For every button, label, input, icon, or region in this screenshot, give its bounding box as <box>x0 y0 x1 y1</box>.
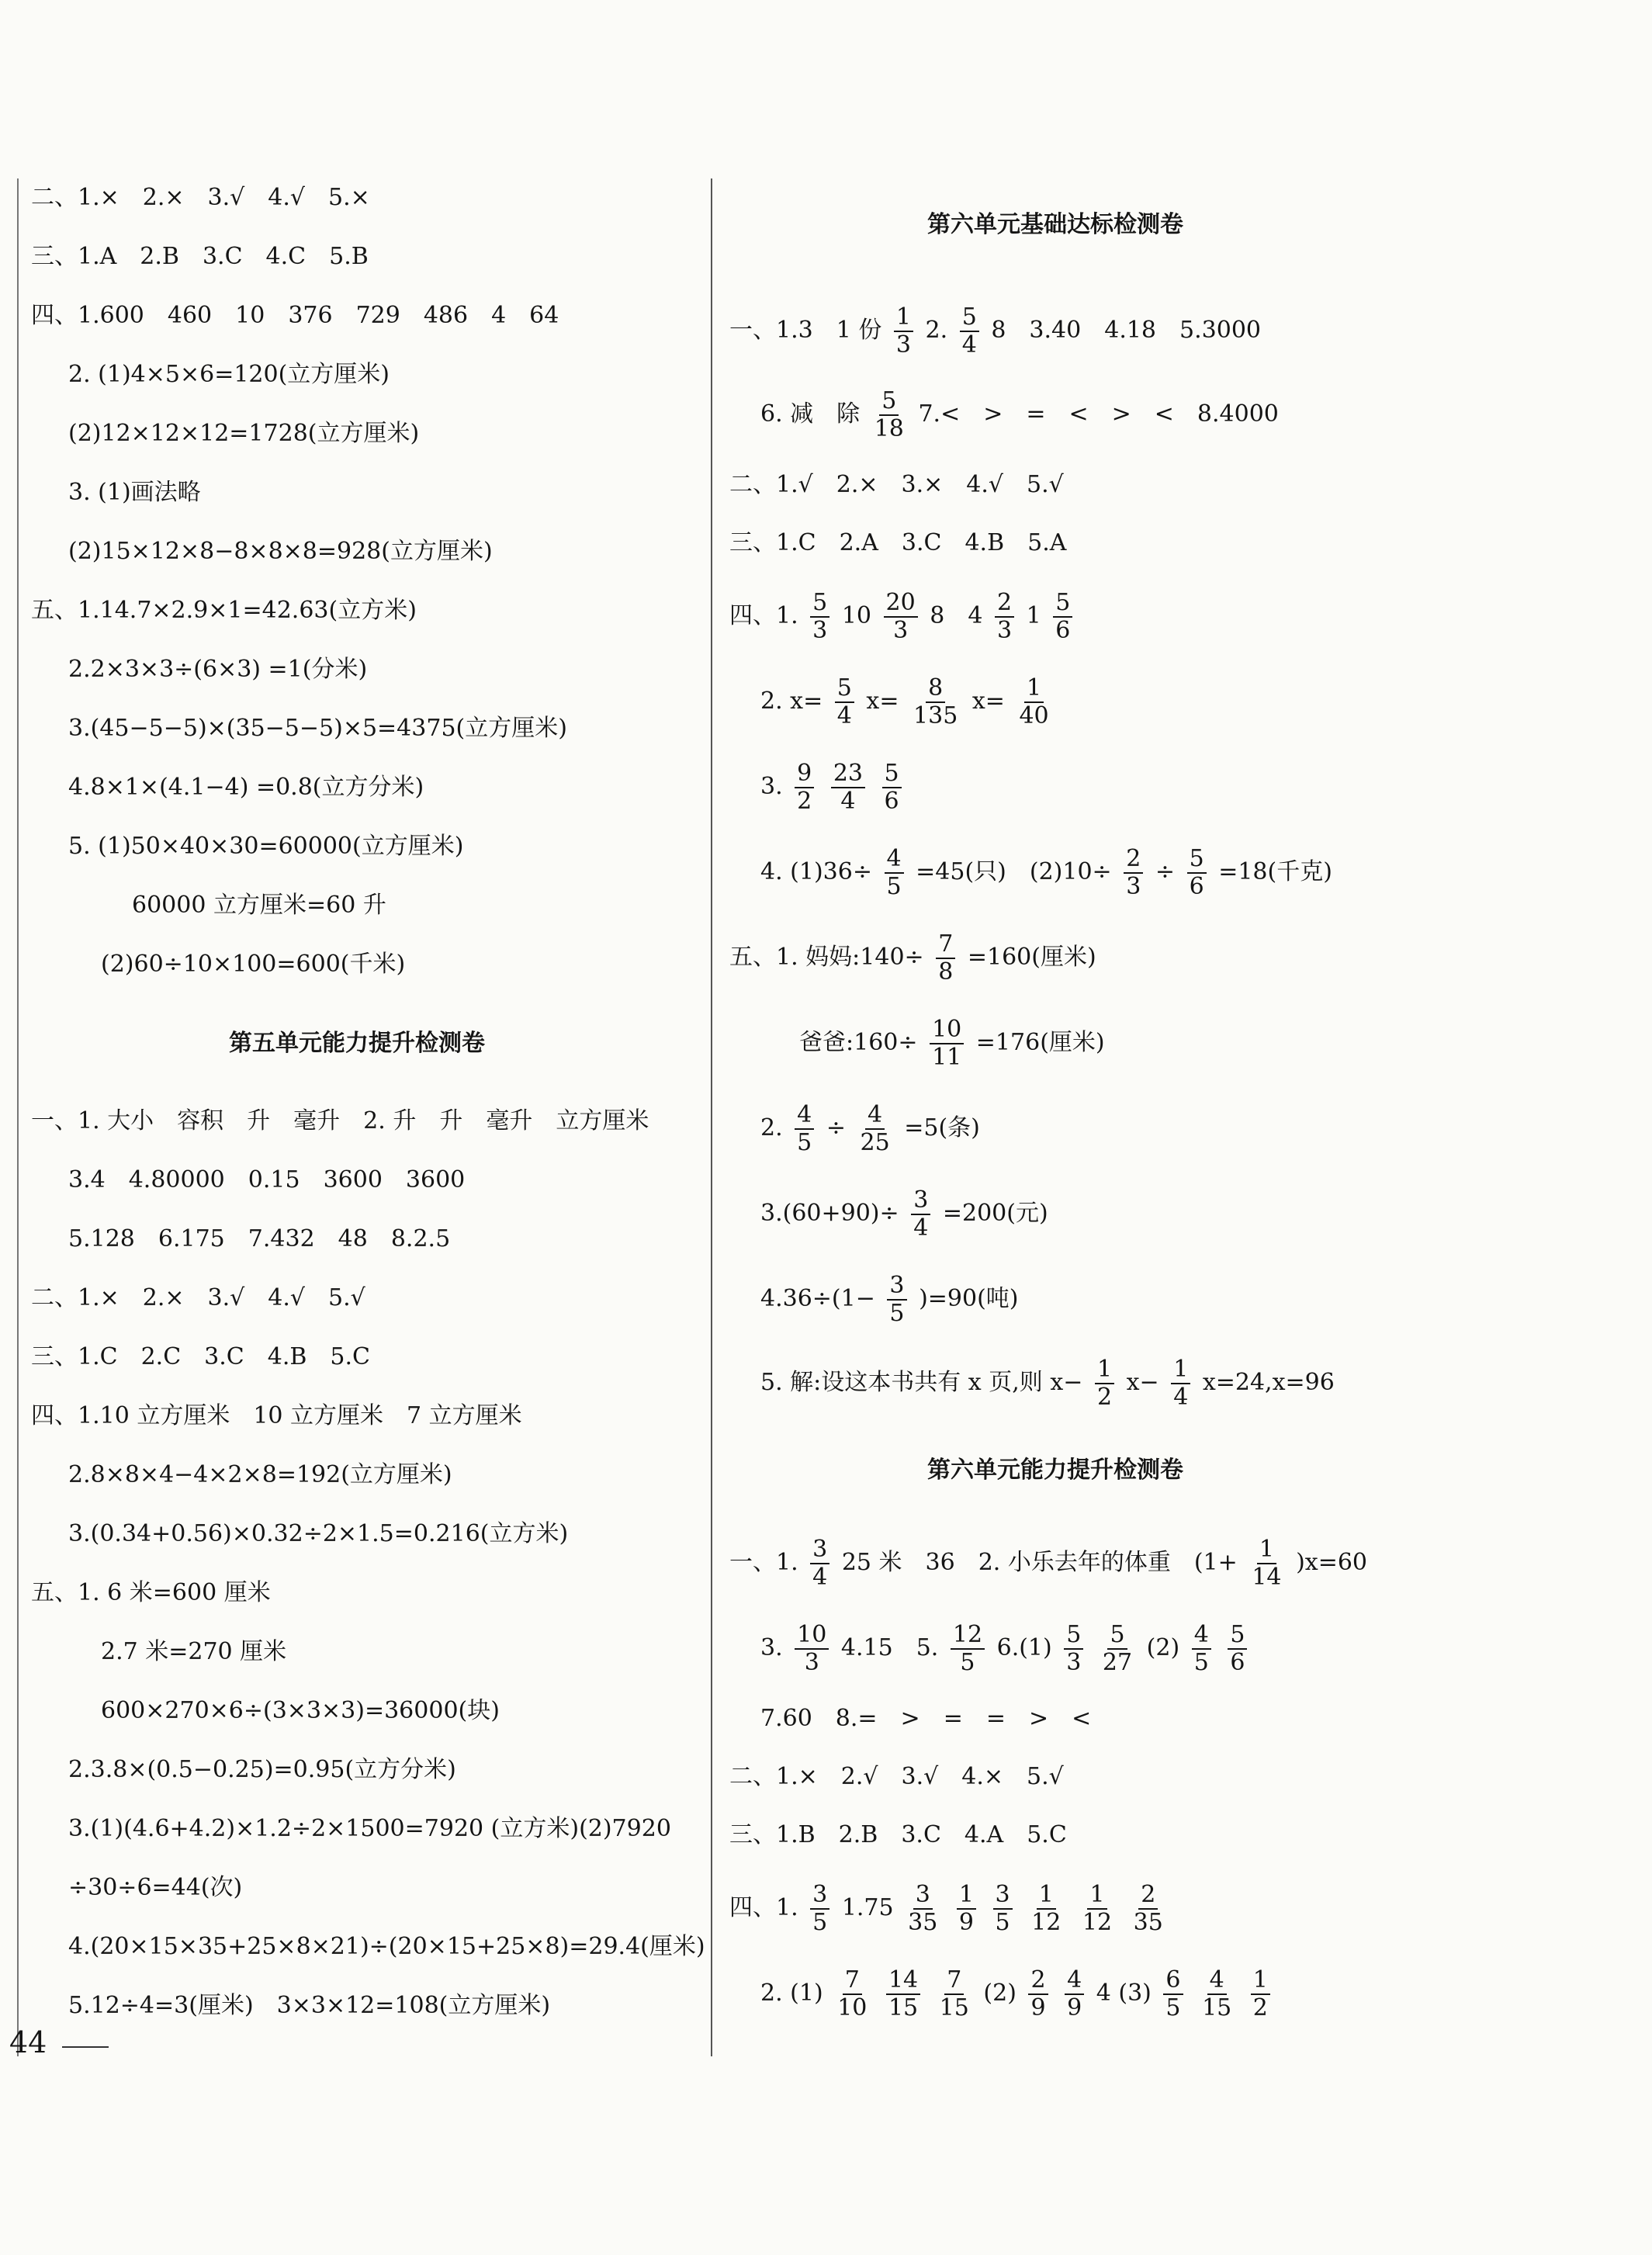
denominator: 3 <box>1126 873 1141 900</box>
text: 7.< > = < > < 8.4000 <box>918 400 1279 428</box>
fraction <box>795 1622 829 1676</box>
fraction <box>1053 590 1072 644</box>
fraction <box>1029 1882 1063 1936</box>
numerator: 8 <box>926 675 945 703</box>
numerator: 1 <box>957 1882 976 1910</box>
denominator: 15 <box>1202 1994 1232 2021</box>
fraction <box>1192 1622 1211 1676</box>
fraction <box>1171 1356 1190 1411</box>
numerator: 5 <box>1228 1622 1247 1650</box>
denominator: 4 <box>1173 1384 1189 1411</box>
answer-line: 2.7 米=270 厘米 <box>101 1638 287 1665</box>
numerator: 7 <box>843 1967 862 1995</box>
answer-line <box>760 1273 1019 1327</box>
fraction <box>1100 1622 1134 1676</box>
answer-line: 3. (1)画法略 <box>68 479 201 506</box>
text: 四、1. <box>729 602 798 629</box>
text: (2) <box>983 1980 1016 2007</box>
text: )x=60 <box>1296 1549 1368 1576</box>
fraction <box>1228 1622 1247 1676</box>
answer-line: 600×270×6÷(3×3×3)=36000(块) <box>101 1697 500 1724</box>
denominator: 6 <box>1055 617 1071 644</box>
answer-line <box>729 1536 1367 1591</box>
denominator: 27 <box>1102 1649 1133 1676</box>
page-number: 44 <box>9 2025 47 2059</box>
numerator: 23 <box>831 760 865 788</box>
fraction <box>858 1102 892 1156</box>
fraction <box>1249 1536 1283 1591</box>
denominator: 5 <box>812 1909 828 1936</box>
fraction <box>886 1967 920 2021</box>
denominator: 135 <box>913 702 958 729</box>
denominator: 11 <box>932 1044 962 1071</box>
fraction <box>957 1882 976 1936</box>
text: 6.(1) <box>996 1634 1052 1661</box>
text: 2. <box>925 317 948 344</box>
numerator: 5 <box>1064 1622 1083 1650</box>
answer-line: 五、1. 6 米=600 厘米 <box>31 1579 271 1606</box>
numerator: 7 <box>944 1967 964 1995</box>
answer-line: 3.4 4.80000 0.15 3600 3600 <box>68 1166 466 1193</box>
answer-line: 三、1.A 2.B 3.C 4.C 5.B <box>31 243 369 270</box>
section-heading: 第六单元基础达标检测卷 <box>927 211 1183 238</box>
fraction <box>930 1017 964 1071</box>
answer-line <box>729 1882 1170 1936</box>
numerator: 1 <box>1087 1882 1107 1910</box>
denominator: 5 <box>797 1129 812 1156</box>
denominator: 6 <box>884 788 899 815</box>
numerator: 10 <box>930 1017 964 1044</box>
fraction <box>960 304 979 359</box>
fraction <box>937 1967 971 2021</box>
text: 25 米 36 2. 小乐去年的体重 (1+ <box>841 1549 1238 1576</box>
answer-line <box>729 590 1077 644</box>
numerator: 2 <box>995 590 1014 618</box>
fraction <box>1187 846 1207 900</box>
answer-line <box>729 304 1261 359</box>
numerator: 2 <box>1124 846 1143 874</box>
denominator: 8 <box>938 958 954 985</box>
denominator: 5 <box>889 1300 905 1327</box>
fraction <box>1028 1967 1048 2021</box>
denominator: 12 <box>1082 1909 1113 1936</box>
text: 1.75 <box>841 1894 894 1921</box>
fraction <box>911 1187 930 1242</box>
section-heading: 第六单元能力提升检测卷 <box>927 1457 1183 1484</box>
fraction <box>951 1622 985 1676</box>
answer-line <box>760 1102 980 1156</box>
answer-line: 五、1.14.7×2.9×1=42.63(立方米) <box>31 597 417 624</box>
denominator: 2 <box>1252 1994 1268 2021</box>
numerator: 1 <box>1257 1536 1276 1564</box>
denominator: 4 <box>812 1564 828 1591</box>
numerator: 5 <box>835 675 854 703</box>
numerator: 4 <box>865 1102 885 1130</box>
denominator: 4 <box>961 331 977 359</box>
text: 五、1. 妈妈:140÷ <box>729 944 924 971</box>
denominator: 4 <box>836 702 852 729</box>
denominator: 25 <box>860 1129 890 1156</box>
denominator: 3 <box>997 617 1013 644</box>
numerator: 4 <box>1065 1967 1084 1995</box>
fraction <box>795 1102 814 1156</box>
numerator: 4 <box>795 1102 814 1130</box>
denominator: 40 <box>1019 702 1049 729</box>
text: 四、1. <box>729 1894 798 1921</box>
text: (3) <box>1118 1980 1152 2007</box>
fraction <box>1065 1967 1084 2021</box>
fraction <box>885 846 904 900</box>
fraction <box>872 388 906 442</box>
fraction <box>1251 1967 1270 2021</box>
denominator: 3 <box>895 331 911 359</box>
denominator: 35 <box>1133 1909 1163 1936</box>
text: =45(只) (2)10÷ <box>916 858 1112 885</box>
answer-line: 三、1.C 2.A 3.C 4.B 5.A <box>729 529 1067 556</box>
answer-line <box>760 1622 1252 1676</box>
answer-line: 二、1.× 2.× 3.√ 4.√ 5.√ <box>31 1284 365 1311</box>
answer-line: 2.3.8×(0.5−0.25)=0.95(立方分米) <box>68 1756 456 1783</box>
numerator: 1 <box>1095 1356 1114 1384</box>
denominator: 18 <box>874 415 904 442</box>
numerator: 2 <box>1028 1967 1048 1995</box>
fraction <box>835 1967 869 2021</box>
text: 爸爸:160÷ <box>799 1029 918 1056</box>
denominator: 9 <box>958 1909 974 1936</box>
numerator: 4 <box>1192 1622 1211 1650</box>
fraction <box>810 590 829 644</box>
answer-line: ÷30÷6=44(次) <box>68 1874 243 1901</box>
text: 4.36÷(1− <box>760 1285 875 1312</box>
numerator: 10 <box>795 1622 829 1650</box>
answer-line: 3.(0.34+0.56)×0.32÷2×1.5=0.216(立方米) <box>68 1520 569 1547</box>
numerator: 5 <box>1053 590 1072 618</box>
answer-line: 2.8×8×4−4×2×8=192(立方厘米) <box>68 1461 452 1488</box>
text: x=24,x=96 <box>1202 1369 1335 1396</box>
answer-line: 三、1.B 2.B 3.C 4.A 5.C <box>729 1821 1067 1848</box>
answer-line: 2.2×3×3÷(6×3) =1(分米) <box>68 656 368 683</box>
numerator: 1 <box>1171 1356 1190 1384</box>
answer-line: 四、1.600 460 10 376 729 486 4 64 <box>31 302 559 329</box>
text: 1 <box>1026 602 1041 629</box>
text: ÷ <box>826 1114 846 1141</box>
denominator: 14 <box>1252 1564 1282 1591</box>
numerator: 3 <box>810 1882 829 1910</box>
denominator: 3 <box>812 617 828 644</box>
text: 8 4 <box>930 602 983 629</box>
fraction <box>911 675 960 729</box>
text: 6. 减 除 <box>760 400 861 428</box>
text: 10 <box>841 602 871 629</box>
numerator: 5 <box>960 304 979 332</box>
fraction <box>1131 1882 1165 1936</box>
answer-line: 二、1.√ 2.× 3.× 4.√ 5.√ <box>729 471 1064 498</box>
denominator: 15 <box>939 1994 969 2021</box>
text: 2. x= <box>760 688 823 715</box>
denominator: 3 <box>893 617 909 644</box>
answer-line <box>799 1017 1105 1071</box>
text: (2) <box>1146 1634 1180 1661</box>
denominator: 5 <box>1165 1994 1181 2021</box>
numerator: 5 <box>882 760 902 788</box>
answer-line: (2)60÷10×100=600(千米) <box>101 951 406 978</box>
fraction <box>1095 1356 1114 1411</box>
fraction <box>1200 1967 1234 2021</box>
fraction <box>1124 846 1143 900</box>
fraction <box>884 590 918 644</box>
answer-line: 二、1.× 2.× 3.√ 4.√ 5.× <box>31 184 370 211</box>
numerator: 7 <box>936 931 955 959</box>
text: x= <box>971 688 1005 715</box>
denominator: 9 <box>1067 1994 1082 2021</box>
answer-line: 三、1.C 2.C 3.C 4.B 5.C <box>31 1343 370 1370</box>
denominator: 2 <box>797 788 812 815</box>
text: 2. (1) <box>760 1980 823 2007</box>
numerator: 6 <box>1163 1967 1183 1995</box>
denominator: 6 <box>1189 873 1204 900</box>
denominator: 3 <box>804 1649 819 1676</box>
text: 3. <box>760 1634 783 1661</box>
fraction <box>882 760 902 815</box>
page-number-dash <box>62 2046 109 2048</box>
text: =18(千克) <box>1218 858 1332 885</box>
answer-line <box>760 1187 1048 1242</box>
answer-line <box>760 675 1056 729</box>
numerator: 9 <box>795 760 814 788</box>
denominator: 12 <box>1031 1909 1062 1936</box>
numerator: 3 <box>913 1882 933 1910</box>
answer-line: 60000 立方厘米=60 升 <box>132 892 386 919</box>
answer-line: 2. (1)4×5×6=120(立方厘米) <box>68 361 390 388</box>
denominator: 5 <box>886 873 902 900</box>
answer-line: 5.128 6.175 7.432 48 8.2.5 <box>68 1225 451 1252</box>
answer-line <box>729 931 1096 985</box>
text: 3.(60+90)÷ <box>760 1200 899 1227</box>
fraction <box>894 304 913 359</box>
numerator: 5 <box>879 388 899 416</box>
numerator: 1 <box>1251 1967 1270 1995</box>
text: 一、1.3 1 份 <box>729 317 882 344</box>
answer-line: (2)15×12×8−8×8×8=928(立方厘米) <box>68 538 493 565</box>
text: x− <box>1126 1369 1159 1396</box>
text: 4 <box>1096 1980 1111 2007</box>
text: 4. (1)36÷ <box>760 858 872 885</box>
numerator: 1 <box>1037 1882 1056 1910</box>
numerator: 12 <box>951 1622 985 1650</box>
denominator: 6 <box>1230 1649 1245 1676</box>
text: ÷ <box>1155 858 1176 885</box>
text: )=90(吨) <box>919 1285 1019 1312</box>
denominator: 15 <box>888 1994 919 2021</box>
text: 2. <box>760 1114 783 1141</box>
fraction <box>810 1536 829 1591</box>
answer-line <box>760 760 906 815</box>
fraction <box>835 675 854 729</box>
fraction <box>995 590 1014 644</box>
text: 3. <box>760 773 783 800</box>
denominator: 5 <box>995 1909 1010 1936</box>
denominator: 2 <box>1096 1384 1113 1411</box>
column-divider <box>711 178 712 2056</box>
text: =176(厘米) <box>975 1029 1105 1056</box>
answer-line: 四、1.10 立方厘米 10 立方厘米 7 立方厘米 <box>31 1402 522 1429</box>
numerator: 2 <box>1138 1882 1158 1910</box>
denominator: 5 <box>1193 1649 1209 1676</box>
denominator: 4 <box>913 1214 929 1242</box>
fraction <box>887 1273 906 1327</box>
fraction <box>1163 1967 1183 2021</box>
fraction <box>993 1882 1013 1936</box>
text: =5(条) <box>904 1114 980 1141</box>
fraction <box>795 760 814 815</box>
answer-line <box>760 1356 1335 1411</box>
numerator: 5 <box>810 590 829 618</box>
denominator: 35 <box>908 1909 938 1936</box>
text: 8 3.40 4.18 5.3000 <box>991 317 1261 344</box>
numerator: 14 <box>886 1967 920 1995</box>
section-heading: 第五单元能力提升检测卷 <box>229 1030 485 1057</box>
fraction <box>810 1882 829 1936</box>
text: 5. 解:设这本书共有 x 页,则 x− <box>760 1369 1083 1396</box>
answer-line: 5.12÷4=3(厘米) 3×3×12=108(立方厘米) <box>68 1992 551 2019</box>
denominator: 4 <box>840 788 856 815</box>
numerator: 3 <box>993 1882 1013 1910</box>
answer-line: 4.8×1×(4.1−4) =0.8(立方分米) <box>68 774 424 801</box>
text: =160(厘米) <box>967 944 1096 971</box>
numerator: 1 <box>894 304 913 332</box>
numerator: 3 <box>887 1273 906 1301</box>
denominator: 3 <box>1066 1649 1082 1676</box>
answer-line: 4.(20×15×35+25×8×21)÷(20×15+25×8)=29.4(厘米) <box>68 1933 705 1960</box>
answer-line <box>760 388 1279 442</box>
fraction <box>936 931 955 985</box>
numerator: 4 <box>1207 1967 1227 1995</box>
numerator: 5 <box>1187 846 1207 874</box>
text: =200(元) <box>942 1200 1048 1227</box>
answer-line: 二、1.× 2.√ 3.√ 4.× 5.√ <box>729 1763 1064 1790</box>
numerator: 20 <box>884 590 918 618</box>
answer-line: 一、1. 大小 容积 升 毫升 2. 升 升 毫升 立方厘米 <box>31 1107 649 1134</box>
numerator: 5 <box>1107 1622 1127 1650</box>
left-margin-rule <box>17 178 19 2056</box>
answer-line: (2)12×12×12=1728(立方厘米) <box>68 420 420 447</box>
fraction <box>1064 1622 1083 1676</box>
numerator: 1 <box>1024 675 1044 703</box>
numerator: 3 <box>911 1187 930 1215</box>
numerator: 4 <box>885 846 904 874</box>
fraction <box>906 1882 940 1936</box>
denominator: 9 <box>1030 1994 1046 2021</box>
answer-line <box>760 846 1332 900</box>
answer-line: 3.(1)(4.6+4.2)×1.2÷2×1500=7920 (立方米)(2)7920 <box>68 1815 671 1842</box>
fraction <box>831 760 865 815</box>
answer-line: 3.(45−5−5)×(35−5−5)×5=4375(立方厘米) <box>68 715 567 742</box>
answer-line: 7.60 8.= > = = > < <box>760 1705 1092 1732</box>
answer-line <box>760 1967 1275 2021</box>
text: 4.15 5. <box>840 1634 939 1661</box>
denominator: 5 <box>960 1649 975 1676</box>
text: x= <box>866 688 899 715</box>
text: 一、1. <box>729 1549 798 1576</box>
fraction <box>1016 675 1051 729</box>
numerator: 3 <box>810 1536 829 1564</box>
fraction <box>1080 1882 1114 1936</box>
answer-line: 5. (1)50×40×30=60000(立方厘米) <box>68 833 464 860</box>
denominator: 10 <box>837 1994 868 2021</box>
